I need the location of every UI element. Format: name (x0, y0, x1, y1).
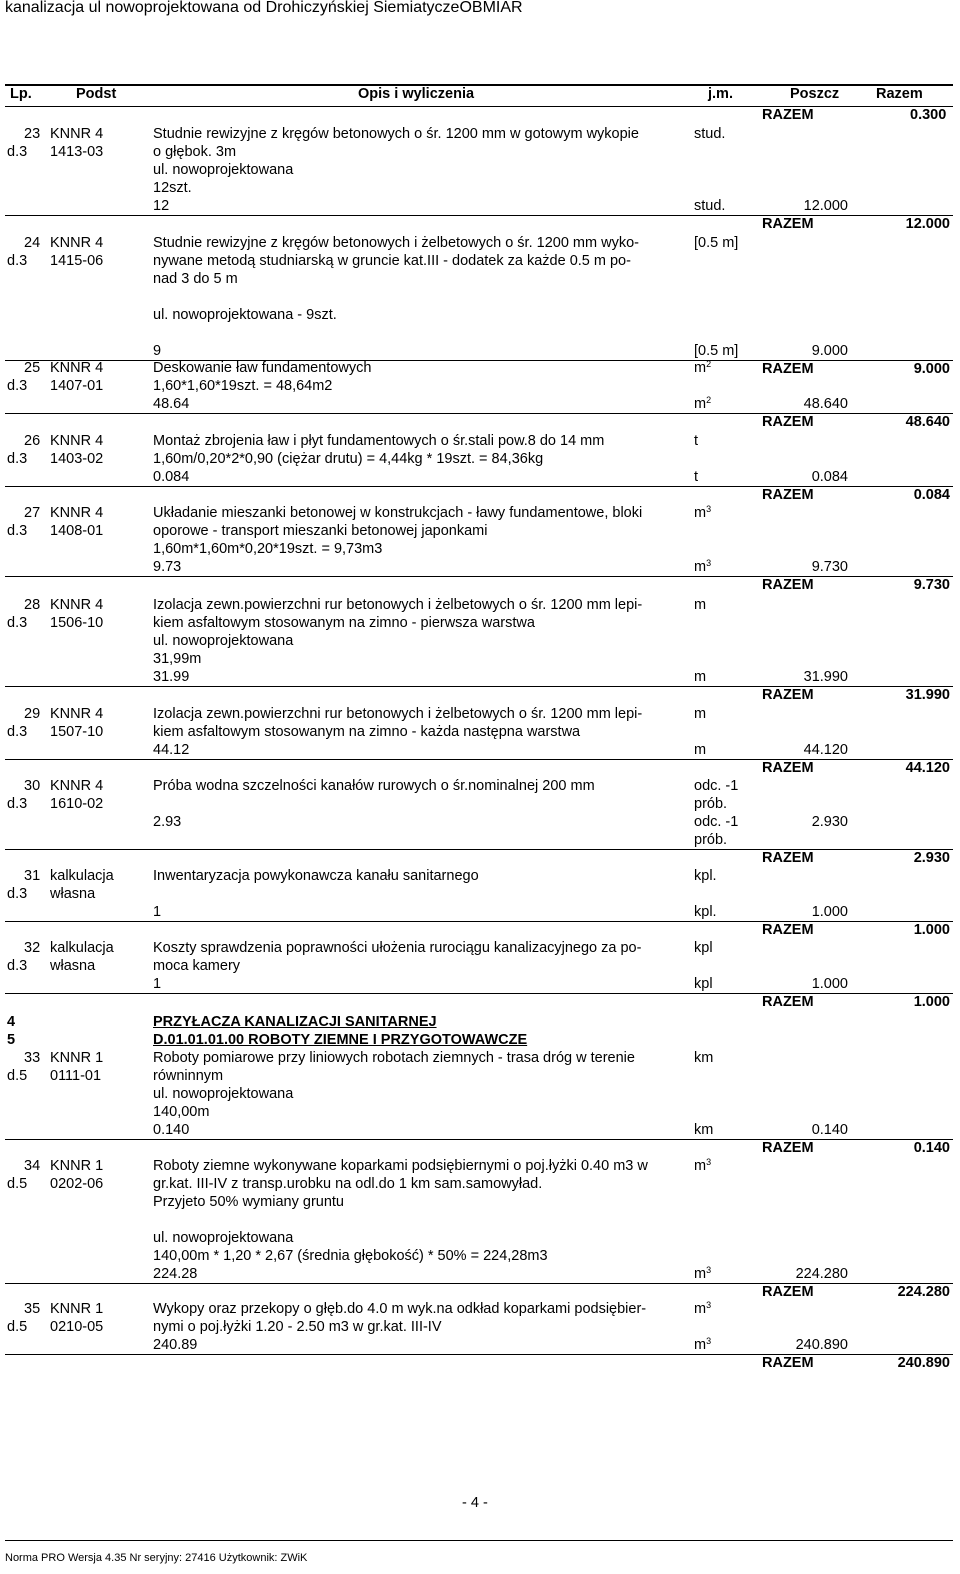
row-33-podst: KNNR 1 (50, 1050, 104, 1066)
row-32-desc-line: Koszty sprawdzenia poprawności ułożenia rurociągu kanalizacyjnego za po- (153, 940, 642, 956)
row-29-desc-line: kiem asfaltowym stosowanym na zimno - każda następna warstwa (153, 724, 581, 740)
footer-text: Norma PRO Wersja 4.35 Nr seryjny: 27416 Użytkownik: ZWiK (5, 1552, 308, 1564)
row-31-lp2: d.3 (7, 886, 28, 902)
row-26-calc: 0.084 (153, 469, 190, 485)
row-32-desc-line: moca kamery (153, 958, 241, 974)
row-23-lp: 23 (24, 126, 41, 142)
row-25-podst: KNNR 4 (50, 360, 104, 376)
row-25-razem-value: 48.640 (905, 414, 950, 430)
row-28-desc-line: 31,99m (153, 651, 202, 667)
razem-value: 0.300 (910, 107, 947, 123)
row-31-podst2: własna (50, 886, 96, 902)
row-29-divider (5, 759, 953, 760)
row-26-desc-line: 1,60m/0,20*2*0,90 (ciężar drutu) = 4,44kg * 19szt. = 84,36kg (153, 451, 544, 467)
section-title: D.01.01.01.00 ROBOTY ZIEMNE I PRZYGOTOWAWCZE (153, 1032, 528, 1048)
row-30-divider (5, 849, 953, 850)
row-35-razem-value: 240.890 (897, 1355, 950, 1371)
row-27-podst: KNNR 4 (50, 505, 104, 521)
row-25-calc-jm: $m^2$ (694, 395, 712, 412)
row-26-podst2: 1403-02 (50, 451, 104, 467)
row-24-desc-line: nad 3 do 5 m (153, 271, 238, 287)
row-30-podst: KNNR 4 (50, 778, 104, 794)
row-33-divider (5, 1139, 953, 1140)
row-35-desc-line: nymi o poj.łyżki 1.20 - 2.50 m3 w gr.kat. III-IV (153, 1319, 442, 1335)
row-24-podst: KNNR 4 (50, 235, 104, 251)
row-34-calc-val: 224.280 (795, 1266, 848, 1282)
col-poszcz: Poszcz (790, 86, 840, 102)
row-32-calc-val: 1.000 (811, 976, 848, 992)
row-26-razem-label: RAZEM (762, 487, 814, 503)
row-33-desc-line: 140,00m (153, 1104, 210, 1120)
section-title: PRZYŁACZA KANALIZACJI SANITARNEJ (153, 1014, 437, 1030)
row-24-desc-line: Studnie rewizyjne z kręgów betonowych i żelbetowych o śr. 1200 mm wyko- (153, 235, 639, 251)
row-33-lp: 33 (24, 1050, 41, 1066)
page-header: kanalizacja ul nowoprojektowana od Drohiczyńskiej SiemiatyczeOBMIAR (5, 0, 523, 16)
row-27-calc-jm: $m^3$ (694, 558, 712, 575)
row-24-lp2: d.3 (7, 253, 28, 269)
row-31-razem-value: 1.000 (913, 922, 950, 938)
row-26-divider (5, 486, 953, 487)
row-23-podst: KNNR 4 (50, 126, 104, 142)
row-25-podst2: 1407-01 (50, 378, 104, 394)
row-23-desc-line: ul. nowoprojektowana (153, 162, 294, 178)
row-34-lp: 34 (24, 1158, 41, 1174)
row-26-desc-line: Montaż zbrojenia ław i płyt fundamentowych o śr.stali pow.8 do 14 mm (153, 433, 605, 449)
row-27-calc: 9.73 (153, 559, 182, 575)
row-27-desc-line: oporowe - transport mieszanki betonowej japonkami (153, 523, 488, 539)
row-28-calc-jm: m (694, 669, 707, 685)
row-34-desc-line: ul. nowoprojektowana (153, 1230, 294, 1246)
row-24-divider (5, 360, 953, 361)
row-34-razem-value: 224.280 (897, 1284, 950, 1300)
row-31-lp: 31 (24, 868, 41, 884)
row-29-desc-line: Izolacja zewn.powierzchni rur betonowych i żelbetowych o śr. 1200 mm lepi- (153, 706, 643, 722)
row-23-calc-jm: stud. (694, 198, 726, 214)
col-jm: j.m. (708, 86, 733, 102)
footer-rule (5, 1540, 953, 1541)
row-30-lp: 30 (24, 778, 41, 794)
row-29-podst: KNNR 4 (50, 706, 104, 722)
row-29-razem-value: 44.120 (905, 760, 950, 776)
row-32-razem-value: 1.000 (913, 994, 950, 1010)
col-razem: Razem (876, 86, 923, 102)
row-35-jm: $m^3$ (694, 1300, 712, 1317)
razem-label: RAZEM (762, 107, 814, 123)
row-27-lp: 27 (24, 505, 41, 521)
row-34-jm: $m^3$ (694, 1157, 712, 1174)
row-32-calc: 1 (153, 976, 162, 992)
row-28-desc-line: kiem asfaltowym stosowanym na zimno - pierwsza warstwa (153, 615, 535, 631)
row-27-desc-line: Układanie mieszanki betonowej w konstrukcjach - ławy fundamentowe, bloki (153, 505, 643, 521)
row-25-jm: $m^2$ (694, 359, 712, 376)
row-35-lp2: d.5 (7, 1319, 28, 1335)
row-27-razem-label: RAZEM (762, 577, 814, 593)
row-26-lp: 26 (24, 433, 41, 449)
row-24-desc-line: nywane metodą studniarską w gruncie kat.III - dodatek za każde 0.5 m po- (153, 253, 631, 269)
row-27-desc-line: 1,60m*1,60m*0,20*19szt. = 9,73m3 (153, 541, 383, 557)
row-23-razem-label: RAZEM (762, 216, 814, 232)
row-28-calc: 31.99 (153, 669, 190, 685)
row-34-calc: 224.28 (153, 1266, 198, 1282)
row-25-lp: 25 (24, 360, 41, 376)
row-30-calc: 2.93 (153, 814, 182, 830)
row-28-podst2: 1506-10 (50, 615, 104, 631)
row-32-jm: kpl (694, 940, 713, 956)
row-32-lp: 32 (24, 940, 41, 956)
row-30-calc-jm2: prób. (694, 832, 728, 848)
row-27-podst2: 1408-01 (50, 523, 104, 539)
row-33-desc-line: ul. nowoprojektowana (153, 1086, 294, 1102)
row-35-calc: 240.89 (153, 1337, 198, 1353)
row-34-desc-line: Roboty ziemne wykonywane koparkami podsiębiernymi o poj.łyżki 0.40 m3 w (153, 1158, 648, 1174)
row-23-calc-val: 12.000 (803, 198, 848, 214)
row-23-desc-line: Studnie rewizyjne z kręgów betonowych o śr. 1200 mm w gotowym wykopie (153, 126, 639, 142)
row-33-razem-value: 0.140 (913, 1140, 950, 1156)
row-25-divider (5, 413, 953, 414)
row-31-podst: kalkulacja (50, 868, 114, 884)
row-30-jm2: prób. (694, 796, 728, 812)
row-35-podst2: 0210-05 (50, 1319, 104, 1335)
row-27-jm: $m^3$ (694, 504, 712, 521)
row-33-jm: km (694, 1050, 714, 1066)
row-29-podst2: 1507-10 (50, 724, 104, 740)
row-29-calc: 44.12 (153, 742, 190, 758)
row-35-desc-line: Wykopy oraz przekopy o głęb.do 4.0 m wyk.na odkład koparkami podsiębier- (153, 1301, 647, 1317)
row-26-razem-value: 0.084 (913, 487, 950, 503)
row-28-podst: KNNR 4 (50, 597, 104, 613)
row-34-calc-jm: $m^3$ (694, 1265, 712, 1282)
row-29-lp2: d.3 (7, 724, 28, 740)
row-33-calc: 0.140 (153, 1122, 190, 1138)
row-32-razem-label: RAZEM (762, 994, 814, 1010)
row-23-jm: stud. (694, 126, 726, 142)
row-23-razem-value: 12.000 (905, 216, 950, 232)
row-23-desc-line: 12szt. (153, 180, 192, 196)
row-34-desc-line: Przyjeto 50% wymiany gruntu (153, 1194, 344, 1210)
row-26-lp2: d.3 (7, 451, 28, 467)
row-29-lp: 29 (24, 706, 41, 722)
row-25-desc-line: 1,60*1,60*19szt. = 48,64m2 (153, 378, 333, 394)
row-31-calc-jm: kpl. (694, 904, 717, 920)
row-29-calc-jm: m (694, 742, 707, 758)
row-25-desc-line: Deskowanie ław fundamentowych (153, 360, 372, 376)
row-33-podst2: 0111-01 (50, 1068, 102, 1084)
col-opis: Opis i wyliczenia (358, 86, 475, 102)
row-33-calc-jm: km (694, 1122, 714, 1138)
row-24-desc-line: ul. nowoprojektowana - 9szt. (153, 307, 337, 323)
row-23-desc-line: o głębok. 3m (153, 144, 237, 160)
row-30-lp2: d.3 (7, 796, 28, 812)
row-32-podst2: własna (50, 958, 96, 974)
row-28-razem-label: RAZEM (762, 687, 814, 703)
row-31-calc-val: 1.000 (811, 904, 848, 920)
row-33-calc-val: 0.140 (811, 1122, 848, 1138)
row-26-calc-jm: t (694, 469, 699, 485)
row-24-lp: 24 (24, 235, 41, 251)
row-34-podst: KNNR 1 (50, 1158, 104, 1174)
row-31-divider (5, 921, 953, 922)
row-34-lp2: d.5 (7, 1176, 28, 1192)
row-30-jm: odc. -1 (694, 778, 739, 794)
row-34-podst2: 0202-06 (50, 1176, 104, 1192)
row-28-divider (5, 686, 953, 687)
row-25-razem-label: RAZEM (762, 414, 814, 430)
row-31-desc-line: Inwentaryzacja powykonawcza kanału sanitarnego (153, 868, 479, 884)
row-32-divider (5, 993, 953, 994)
row-27-lp2: d.3 (7, 523, 28, 539)
row-34-divider (5, 1283, 953, 1284)
row-25-calc: 48.64 (153, 396, 190, 412)
row-29-jm: m (694, 706, 707, 722)
row-35-divider (5, 1354, 953, 1355)
row-28-desc-line: Izolacja zewn.powierzchni rur betonowych i żelbetowych o śr. 1200 mm lepi- (153, 597, 643, 613)
row-32-calc-jm: kpl (694, 976, 713, 992)
row-35-podst: KNNR 1 (50, 1301, 104, 1317)
row-32-lp2: d.3 (7, 958, 28, 974)
row-30-desc-line: Próba wodna szczelności kanałów rurowych o śr.nominalnej 200 mm (153, 778, 595, 794)
row-23-lp2: d.3 (7, 144, 28, 160)
row-24-podst2: 1415-06 (50, 253, 104, 269)
row-26-jm: t (694, 433, 699, 449)
row-25-calc-val: 48.640 (803, 396, 848, 412)
row-30-calc-jm: odc. -1 (694, 814, 739, 830)
row-23-calc: 12 (153, 198, 170, 214)
row-24-jm: [0.5 m] (694, 235, 739, 251)
row-23-podst2: 1413-03 (50, 144, 104, 160)
row-31-calc: 1 (153, 904, 162, 920)
row-24-calc-jm: [0.5 m] (694, 343, 739, 359)
row-28-lp: 28 (24, 597, 41, 613)
row-31-jm: kpl. (694, 868, 717, 884)
row-35-lp: 35 (24, 1301, 41, 1317)
row-33-desc-line: Roboty pomiarowe przy liniowych robotach ziemnych - trasa dróg w terenie (153, 1050, 635, 1066)
row-28-lp2: d.3 (7, 615, 28, 631)
row-35-calc-jm: $m^3$ (694, 1336, 712, 1353)
col-podst: Podst (76, 86, 117, 102)
row-30-razem-label: RAZEM (762, 850, 814, 866)
row-27-divider (5, 576, 953, 577)
col-lp: Lp. (10, 86, 32, 102)
row-32-podst: kalkulacja (50, 940, 114, 956)
row-30-razem-value: 2.930 (913, 850, 950, 866)
row-33-razem-label: RAZEM (762, 1140, 814, 1156)
row-30-podst2: 1610-02 (50, 796, 104, 812)
row-33-desc-line: równinnym (153, 1068, 224, 1084)
row-35-calc-val: 240.890 (795, 1337, 848, 1353)
row-28-desc-line: ul. nowoprojektowana (153, 633, 294, 649)
row-33-lp2: d.5 (7, 1068, 28, 1084)
page-number: - 4 - (462, 1495, 488, 1511)
row-24-razem-value: 9.000 (913, 361, 950, 377)
row-34-desc-line: 140,00m * 1,20 * 2,67 (średnia głębokość) * 50% = 224,28m3 (153, 1248, 548, 1264)
row-24-calc-val: 9.000 (811, 343, 848, 359)
section-num: 4 (7, 1014, 16, 1030)
row-24-calc: 9 (153, 343, 162, 359)
row-23-divider (5, 215, 953, 216)
row-25-lp2: d.3 (7, 378, 28, 394)
row-27-calc-val: 9.730 (811, 559, 848, 575)
section-num: 5 (7, 1032, 16, 1048)
row-28-jm: m (694, 597, 707, 613)
row-27-razem-value: 9.730 (913, 577, 950, 593)
row-34-desc-line: gr.kat. III-IV z transp.urobku na odl.do 1 km sam.samowyład. (153, 1176, 543, 1192)
row-29-calc-val: 44.120 (803, 742, 848, 758)
row-31-razem-label: RAZEM (762, 922, 814, 938)
row-35-razem-label: RAZEM (762, 1355, 814, 1371)
row-28-razem-value: 31.990 (905, 687, 950, 703)
row-24-razem-label: RAZEM (762, 361, 814, 377)
row-26-podst: KNNR 4 (50, 433, 104, 449)
row-26-calc-val: 0.084 (811, 469, 848, 485)
row-34-razem-label: RAZEM (762, 1284, 814, 1300)
row-30-calc-val: 2.930 (811, 814, 848, 830)
row-28-calc-val: 31.990 (803, 669, 848, 685)
row-29-razem-label: RAZEM (762, 760, 814, 776)
